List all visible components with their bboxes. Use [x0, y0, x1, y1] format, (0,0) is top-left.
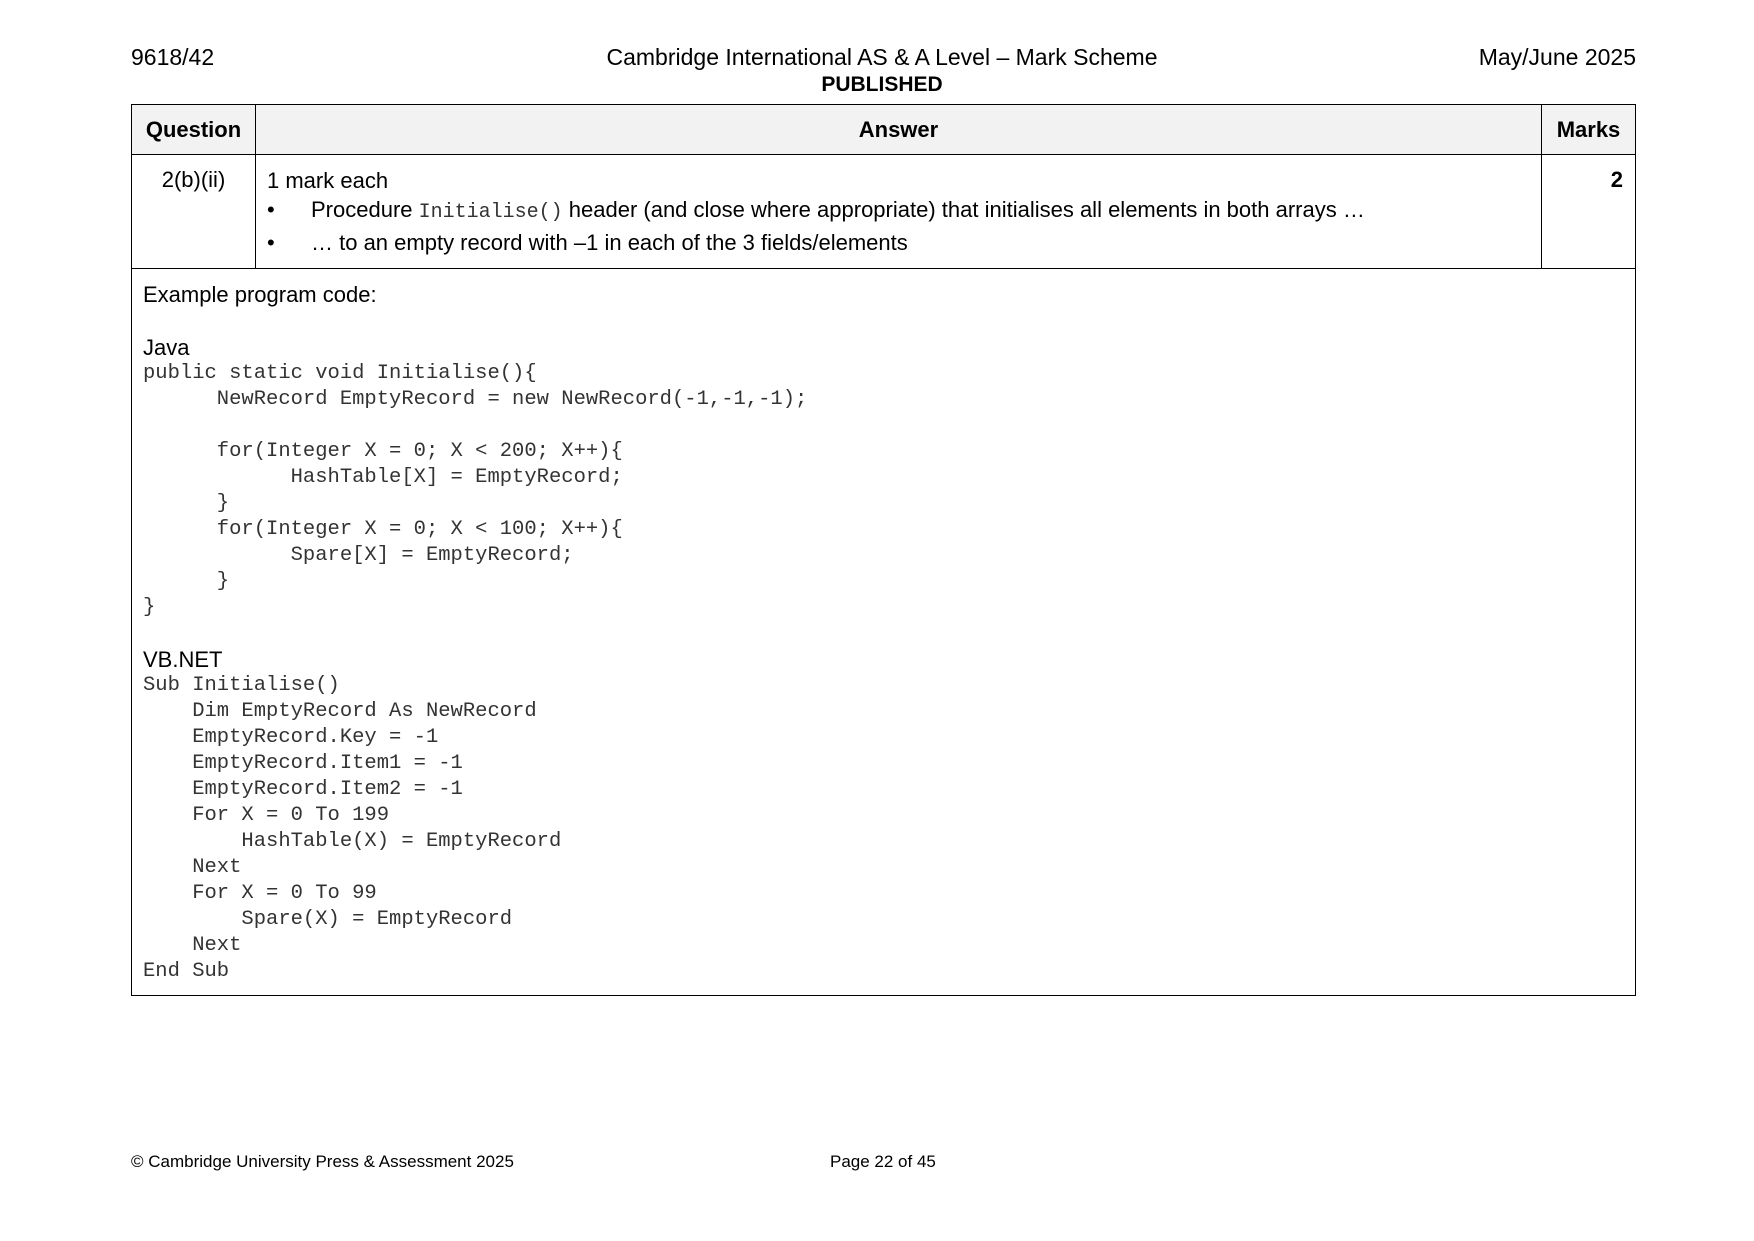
java-code-block: public static void Initialise(){ NewRecord EmptyRecord = new NewRecord(-1,-1,-1); for(Integer X = 0; X < 200; X++){ HashTable[X] = EmptyRecord; } for(Integer X = 0; X < 100; X++){ Spare[X] = EmptyRecord; } }	[143, 362, 808, 619]
question-column-header: Question	[132, 105, 256, 155]
published-label: PUBLISHED	[821, 73, 943, 96]
spacer	[143, 621, 1625, 647]
example-code-cell	[132, 269, 1636, 996]
exam-session: May/June 2025	[1478, 44, 1636, 70]
copyright-notice: © Cambridge University Press & Assessment 2025	[131, 1152, 514, 1171]
bullet-text: header (and close where appropriate) that initialises all elements in both arrays …	[562, 197, 1365, 222]
table-row	[132, 155, 1636, 269]
bullet-icon: •	[267, 197, 275, 222]
paper-code: 9618/42	[131, 44, 215, 70]
marks-column-header: Marks	[1542, 105, 1636, 155]
page-number: Page 22 of 45	[830, 1152, 936, 1171]
vbnet-label: VB.NET	[143, 647, 223, 672]
document-title: Cambridge International AS & A Level – Mark Scheme	[606, 44, 1158, 70]
vbnet-code-block: Sub Initialise() Dim EmptyRecord As NewRecord EmptyRecord.Key = -1 EmptyRecord.Item1 = -1 EmptyRecord.Item2 = -1 For X = 0 To 199 HashTable(X) = EmptyRecord Next For X = 0 To 99 Spare(X) = EmptyRecord Next End Sub	[143, 674, 562, 983]
bullet-point	[267, 195, 1531, 228]
answer-cell	[256, 155, 1542, 269]
question-number: 2(b)(ii)	[132, 155, 256, 269]
marks-value: 2	[1542, 155, 1636, 269]
example-intro: Example program code:	[143, 282, 377, 307]
mark-scheme-table	[131, 104, 1636, 996]
java-label: Java	[143, 335, 190, 360]
example-code-row	[132, 269, 1636, 996]
answer-column-header: Answer	[256, 105, 1542, 155]
bullet-icon: •	[267, 230, 275, 255]
inline-code: Initialise()	[418, 201, 563, 224]
bullet-point	[267, 228, 1531, 258]
mark-intro: 1 mark each	[267, 168, 389, 193]
table-header-row	[132, 105, 1636, 155]
bullet-text: … to an empty record with –1 in each of the 3 fields/elements	[311, 230, 908, 255]
bullet-text: Procedure	[311, 197, 419, 222]
